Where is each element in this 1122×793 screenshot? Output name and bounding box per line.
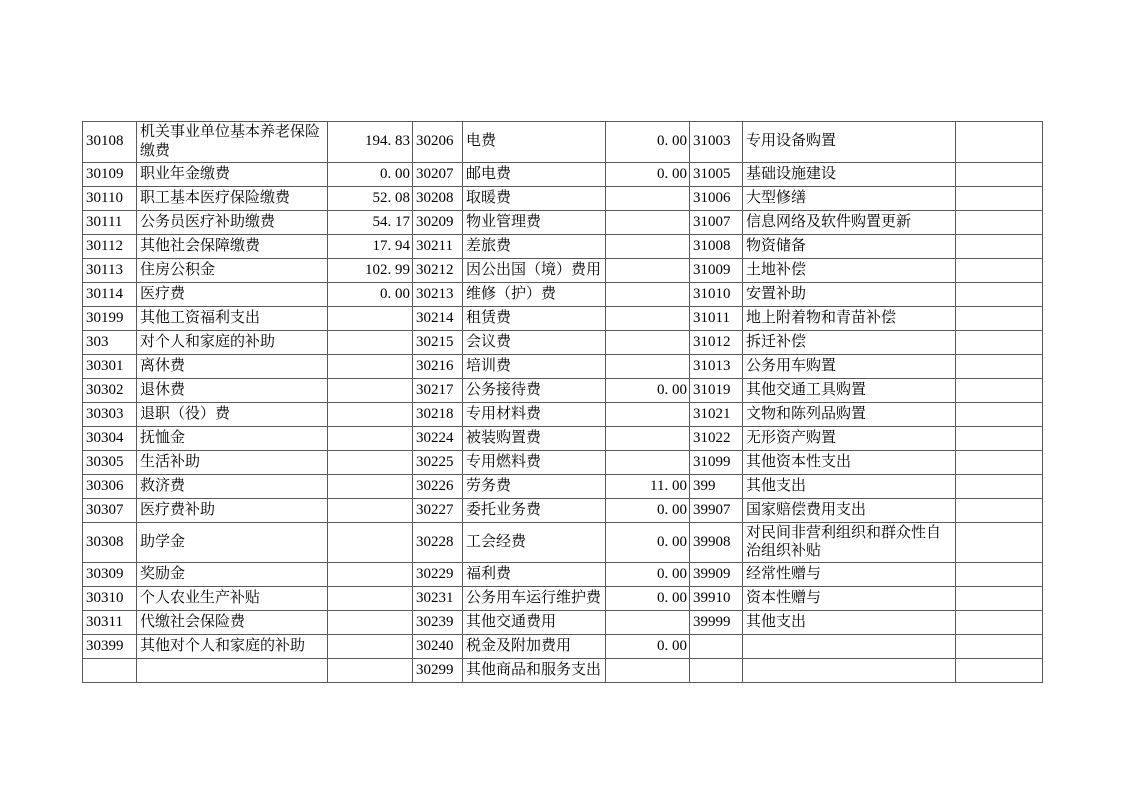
empty-cell	[956, 282, 1043, 306]
table-row	[83, 426, 1043, 450]
name-cell: 租赁费	[463, 306, 606, 330]
empty-cell	[956, 659, 1043, 683]
name-cell: 资本性赠与	[743, 587, 956, 611]
empty-cell	[956, 498, 1043, 522]
code-cell: 30226	[413, 474, 463, 498]
empty-cell	[956, 402, 1043, 426]
code-cell: 30309	[83, 563, 137, 587]
code-cell: 31011	[690, 306, 743, 330]
name-cell: 文物和陈列品购置	[743, 402, 956, 426]
table-row	[83, 234, 1043, 258]
amount-cell	[606, 282, 690, 306]
name-cell: 机关事业单位基本养老保险缴费	[137, 122, 328, 163]
name-cell: 退休费	[137, 378, 328, 402]
amount-cell	[606, 659, 690, 683]
code-cell: 30217	[413, 378, 463, 402]
code-cell: 30299	[413, 659, 463, 683]
table-row	[83, 330, 1043, 354]
table-row	[83, 306, 1043, 330]
name-cell: 对个人和家庭的补助	[137, 330, 328, 354]
name-cell: 劳务费	[463, 474, 606, 498]
amount-cell	[328, 450, 413, 474]
code-cell: 39910	[690, 587, 743, 611]
code-cell: 30211	[413, 234, 463, 258]
code-cell: 31099	[690, 450, 743, 474]
code-cell: 30301	[83, 354, 137, 378]
code-cell	[690, 635, 743, 659]
name-cell: 其他资本性支出	[743, 450, 956, 474]
code-cell	[690, 659, 743, 683]
code-cell: 31003	[690, 122, 743, 163]
empty-cell	[956, 306, 1043, 330]
code-cell: 31005	[690, 162, 743, 186]
table-row	[83, 611, 1043, 635]
code-cell: 30218	[413, 402, 463, 426]
code-cell: 30109	[83, 162, 137, 186]
table-row	[83, 474, 1043, 498]
amount-cell: 0. 00	[606, 635, 690, 659]
code-cell	[83, 659, 137, 683]
code-cell: 30305	[83, 450, 137, 474]
table-row	[83, 450, 1043, 474]
name-cell: 其他交通工具购置	[743, 378, 956, 402]
table-row	[83, 402, 1043, 426]
name-cell: 邮电费	[463, 162, 606, 186]
name-cell: 退职（役）费	[137, 402, 328, 426]
amount-cell: 194. 83	[328, 122, 413, 163]
name-cell: 会议费	[463, 330, 606, 354]
amount-cell	[328, 498, 413, 522]
empty-cell	[956, 522, 1043, 563]
table-row	[83, 563, 1043, 587]
name-cell	[743, 635, 956, 659]
name-cell: 专用燃料费	[463, 450, 606, 474]
name-cell: 救济费	[137, 474, 328, 498]
amount-cell	[606, 611, 690, 635]
name-cell: 对民间非营利组织和群众性自治组织补贴	[743, 522, 956, 563]
expenditure-classification-table	[82, 121, 1043, 683]
amount-cell	[606, 354, 690, 378]
amount-cell	[606, 210, 690, 234]
name-cell: 专用设备购置	[743, 122, 956, 163]
name-cell: 培训费	[463, 354, 606, 378]
name-cell: 大型修缮	[743, 186, 956, 210]
name-cell: 住房公积金	[137, 258, 328, 282]
amount-cell: 0. 00	[606, 162, 690, 186]
code-cell: 30209	[413, 210, 463, 234]
code-cell: 30229	[413, 563, 463, 587]
amount-cell	[328, 330, 413, 354]
amount-cell	[328, 354, 413, 378]
name-cell: 职工基本医疗保险缴费	[137, 186, 328, 210]
amount-cell	[606, 450, 690, 474]
table-row	[83, 587, 1043, 611]
empty-cell	[956, 162, 1043, 186]
table-row	[83, 498, 1043, 522]
name-cell: 职业年金缴费	[137, 162, 328, 186]
name-cell: 委托业务费	[463, 498, 606, 522]
amount-cell	[328, 635, 413, 659]
code-cell: 30199	[83, 306, 137, 330]
amount-cell: 0. 00	[606, 563, 690, 587]
empty-cell	[956, 450, 1043, 474]
name-cell: 公务员医疗补助缴费	[137, 210, 328, 234]
code-cell: 30213	[413, 282, 463, 306]
code-cell: 30303	[83, 402, 137, 426]
code-cell: 30302	[83, 378, 137, 402]
empty-cell	[956, 611, 1043, 635]
amount-cell	[606, 330, 690, 354]
table-row	[83, 122, 1043, 163]
table-row	[83, 522, 1043, 563]
code-cell: 31019	[690, 378, 743, 402]
name-cell: 离休费	[137, 354, 328, 378]
name-cell: 医疗费	[137, 282, 328, 306]
empty-cell	[956, 474, 1043, 498]
code-cell: 30216	[413, 354, 463, 378]
name-cell: 公务接待费	[463, 378, 606, 402]
code-cell: 30306	[83, 474, 137, 498]
amount-cell: 52. 08	[328, 186, 413, 210]
code-cell: 30308	[83, 522, 137, 563]
code-cell: 30224	[413, 426, 463, 450]
code-cell: 31022	[690, 426, 743, 450]
amount-cell: 102. 99	[328, 258, 413, 282]
code-cell: 31007	[690, 210, 743, 234]
name-cell: 其他对个人和家庭的补助	[137, 635, 328, 659]
table-row	[83, 282, 1043, 306]
empty-cell	[956, 186, 1043, 210]
table-row	[83, 635, 1043, 659]
empty-cell	[956, 122, 1043, 163]
empty-cell	[956, 426, 1043, 450]
empty-cell	[956, 210, 1043, 234]
amount-cell: 0. 00	[606, 587, 690, 611]
amount-cell	[328, 587, 413, 611]
code-cell: 30225	[413, 450, 463, 474]
amount-cell	[606, 258, 690, 282]
empty-cell	[956, 635, 1043, 659]
code-cell: 30111	[83, 210, 137, 234]
name-cell: 生活补助	[137, 450, 328, 474]
code-cell: 31013	[690, 354, 743, 378]
name-cell: 被装购置费	[463, 426, 606, 450]
name-cell: 助学金	[137, 522, 328, 563]
code-cell: 30228	[413, 522, 463, 563]
name-cell: 电费	[463, 122, 606, 163]
amount-cell	[328, 474, 413, 498]
code-cell: 31008	[690, 234, 743, 258]
name-cell: 经常性赠与	[743, 563, 956, 587]
code-cell: 30215	[413, 330, 463, 354]
name-cell: 差旅费	[463, 234, 606, 258]
empty-cell	[956, 378, 1043, 402]
amount-cell: 17. 94	[328, 234, 413, 258]
amount-cell	[328, 378, 413, 402]
code-cell: 39909	[690, 563, 743, 587]
name-cell: 物资储备	[743, 234, 956, 258]
name-cell: 因公出国（境）费用	[463, 258, 606, 282]
code-cell: 30239	[413, 611, 463, 635]
empty-cell	[956, 234, 1043, 258]
empty-cell	[956, 354, 1043, 378]
amount-cell: 0. 00	[328, 162, 413, 186]
amount-cell	[606, 234, 690, 258]
name-cell: 公务用车运行维护费	[463, 587, 606, 611]
amount-cell	[606, 306, 690, 330]
table-row	[83, 186, 1043, 210]
table-row	[83, 258, 1043, 282]
code-cell: 30212	[413, 258, 463, 282]
code-cell: 31009	[690, 258, 743, 282]
code-cell: 30110	[83, 186, 137, 210]
code-cell: 30307	[83, 498, 137, 522]
amount-cell: 54. 17	[328, 210, 413, 234]
amount-cell	[328, 426, 413, 450]
code-cell: 30310	[83, 587, 137, 611]
name-cell: 奖励金	[137, 563, 328, 587]
name-cell: 其他商品和服务支出	[463, 659, 606, 683]
empty-cell	[956, 587, 1043, 611]
name-cell: 其他支出	[743, 474, 956, 498]
name-cell: 国家赔偿费用支出	[743, 498, 956, 522]
code-cell: 31021	[690, 402, 743, 426]
name-cell: 专用材料费	[463, 402, 606, 426]
amount-cell	[328, 563, 413, 587]
amount-cell	[606, 402, 690, 426]
code-cell: 30113	[83, 258, 137, 282]
name-cell: 基础设施建设	[743, 162, 956, 186]
code-cell: 30112	[83, 234, 137, 258]
code-cell: 30311	[83, 611, 137, 635]
amount-cell	[606, 426, 690, 450]
code-cell: 31010	[690, 282, 743, 306]
name-cell: 地上附着物和青苗补偿	[743, 306, 956, 330]
amount-cell	[328, 522, 413, 563]
table-row	[83, 162, 1043, 186]
amount-cell: 0. 00	[328, 282, 413, 306]
empty-cell	[956, 258, 1043, 282]
code-cell: 31012	[690, 330, 743, 354]
name-cell: 工会经费	[463, 522, 606, 563]
code-cell: 303	[83, 330, 137, 354]
expenditure-table-body	[83, 122, 1043, 683]
code-cell: 30214	[413, 306, 463, 330]
amount-cell: 0. 00	[606, 498, 690, 522]
name-cell: 安置补助	[743, 282, 956, 306]
empty-cell	[956, 563, 1043, 587]
table-row	[83, 354, 1043, 378]
code-cell: 30227	[413, 498, 463, 522]
code-cell: 31006	[690, 186, 743, 210]
name-cell: 土地补偿	[743, 258, 956, 282]
name-cell	[137, 659, 328, 683]
code-cell: 30108	[83, 122, 137, 163]
name-cell: 公务用车购置	[743, 354, 956, 378]
name-cell: 税金及附加费用	[463, 635, 606, 659]
name-cell: 无形资产购置	[743, 426, 956, 450]
amount-cell: 0. 00	[606, 378, 690, 402]
code-cell: 30231	[413, 587, 463, 611]
code-cell: 30240	[413, 635, 463, 659]
name-cell: 取暖费	[463, 186, 606, 210]
code-cell: 39999	[690, 611, 743, 635]
name-cell: 其他交通费用	[463, 611, 606, 635]
amount-cell	[606, 186, 690, 210]
name-cell: 其他工资福利支出	[137, 306, 328, 330]
code-cell: 30206	[413, 122, 463, 163]
table-row	[83, 378, 1043, 402]
amount-cell	[328, 611, 413, 635]
code-cell: 30304	[83, 426, 137, 450]
amount-cell: 0. 00	[606, 122, 690, 163]
code-cell: 30208	[413, 186, 463, 210]
name-cell: 信息网络及软件购置更新	[743, 210, 956, 234]
code-cell: 39908	[690, 522, 743, 563]
table-row	[83, 659, 1043, 683]
code-cell: 30207	[413, 162, 463, 186]
empty-cell	[956, 330, 1043, 354]
name-cell: 代缴社会保险费	[137, 611, 328, 635]
name-cell: 个人农业生产补贴	[137, 587, 328, 611]
name-cell: 福利费	[463, 563, 606, 587]
name-cell: 物业管理费	[463, 210, 606, 234]
name-cell: 其他支出	[743, 611, 956, 635]
name-cell: 其他社会保障缴费	[137, 234, 328, 258]
table-row	[83, 210, 1043, 234]
name-cell: 医疗费补助	[137, 498, 328, 522]
code-cell: 30114	[83, 282, 137, 306]
code-cell: 399	[690, 474, 743, 498]
name-cell: 拆迁补偿	[743, 330, 956, 354]
amount-cell: 11. 00	[606, 474, 690, 498]
code-cell: 39907	[690, 498, 743, 522]
name-cell	[743, 659, 956, 683]
amount-cell	[328, 306, 413, 330]
amount-cell	[328, 402, 413, 426]
code-cell: 30399	[83, 635, 137, 659]
name-cell: 抚恤金	[137, 426, 328, 450]
name-cell: 维修（护）费	[463, 282, 606, 306]
amount-cell: 0. 00	[606, 522, 690, 563]
amount-cell	[328, 659, 413, 683]
